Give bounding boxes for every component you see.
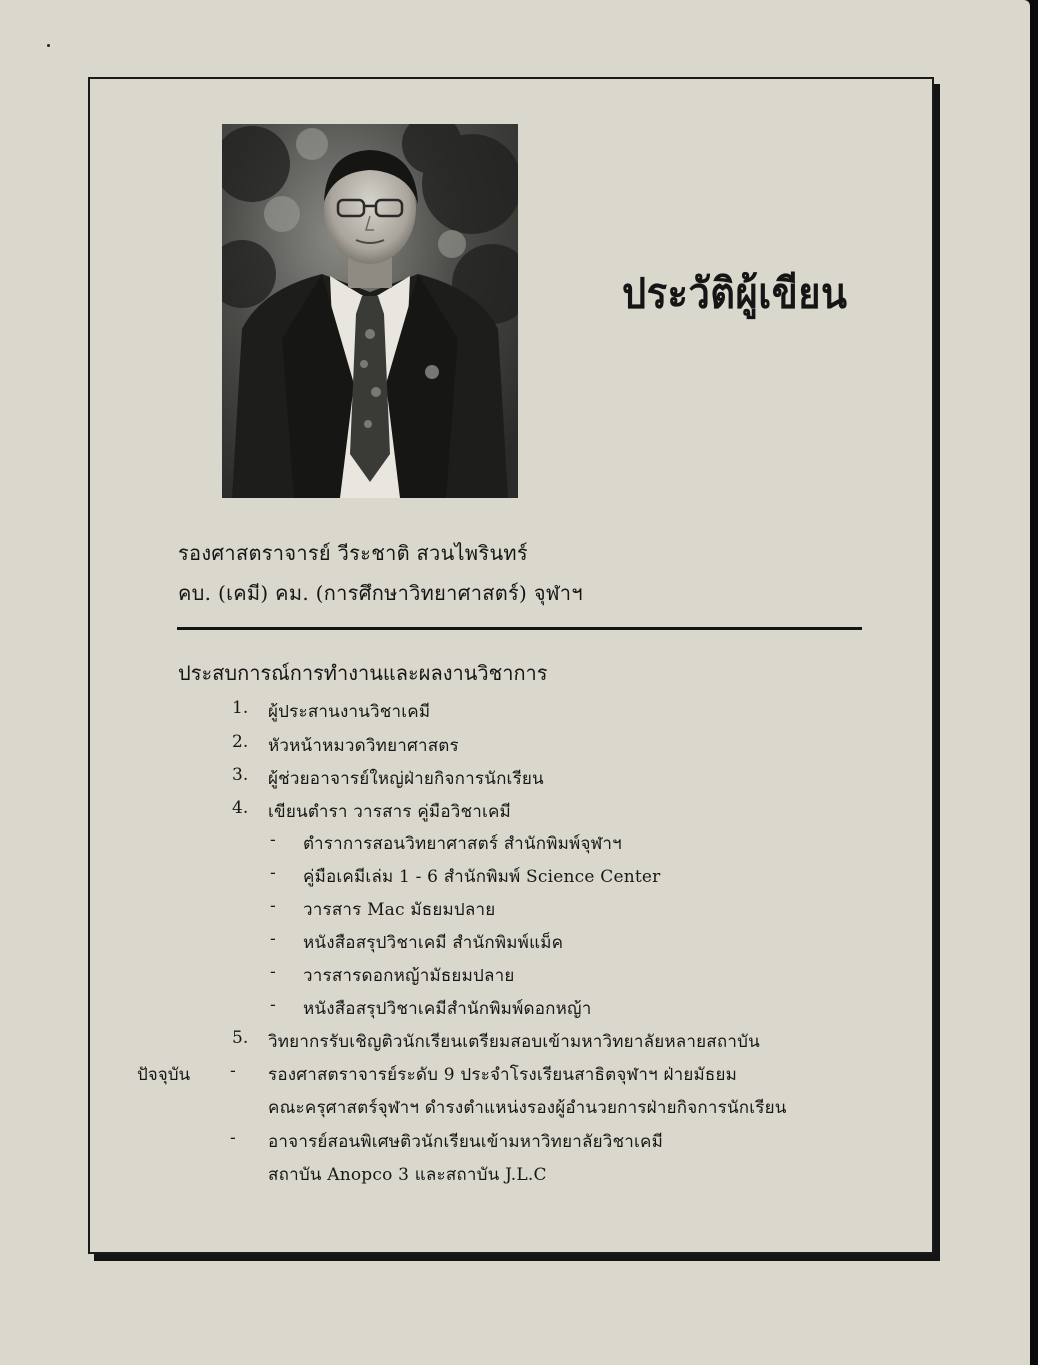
sub-item-dash: - bbox=[270, 863, 276, 883]
sub-item-dash: - bbox=[270, 929, 276, 949]
publication-item: วารสารดอกหญ้ามัธยมปลาย bbox=[303, 966, 515, 986]
current-dash: - bbox=[230, 1128, 236, 1148]
current-position-line: คณะครุศาสตร์จุฬาฯ ดำรงตำแหน่งรองผู้อำนวยการฝ่ายกิจการนักเรียน bbox=[268, 1098, 787, 1118]
publication-item: วารสาร Mac มัธยมปลาย bbox=[303, 900, 496, 920]
author-degrees: คบ. (เคมี) คม. (การศึกษาวิทยาศาสตร์) จุฬาฯ bbox=[178, 581, 583, 605]
section-divider bbox=[177, 627, 862, 630]
current-position-line: รองศาสตราจารย์ระดับ 9 ประจำโรงเรียนสาธิตจุฬาฯ ฝ่ายมัธยม bbox=[268, 1065, 738, 1085]
experience-item: ผู้ช่วยอาจารย์ใหญ่ฝ่ายกิจการนักเรียน bbox=[268, 769, 544, 789]
current-label: ปัจจุบัน bbox=[137, 1065, 191, 1085]
portrait-illustration bbox=[222, 124, 518, 498]
item-number: 2. bbox=[232, 732, 249, 752]
item-number: 4. bbox=[232, 798, 249, 818]
experience-item: หัวหน้าหมวดวิทยาศาสตร bbox=[268, 736, 459, 756]
current-position-line: สถาบัน Anopco 3 และสถาบัน J.L.C bbox=[268, 1165, 547, 1185]
sub-item-dash: - bbox=[270, 830, 276, 850]
sub-item-dash: - bbox=[270, 962, 276, 982]
item-number: 3. bbox=[232, 765, 249, 785]
publication-item: ตำราการสอนวิทยาศาสตร์ สำนักพิมพ์จุฬาฯ bbox=[303, 834, 622, 854]
print-speck bbox=[47, 44, 50, 47]
experience-heading: ประสบการณ์การทำงานและผลงานวิชาการ bbox=[178, 661, 548, 685]
experience-item: เขียนตำรา วารสาร คู่มือวิชาเคมี bbox=[268, 802, 511, 822]
experience-item: ผู้ประสานงานวิชาเคมี bbox=[268, 702, 431, 722]
experience-item: วิทยากรรับเชิญติวนักเรียนเตรียมสอบเข้ามหาวิทยาลัยหลายสถาบัน bbox=[268, 1032, 760, 1052]
current-dash: - bbox=[230, 1061, 236, 1081]
item-number: 1. bbox=[232, 698, 249, 718]
current-position-line: อาจารย์สอนพิเศษติวนักเรียนเข้ามหาวิทยาลัยวิชาเคมี bbox=[268, 1132, 663, 1152]
publication-item: หนังสือสรุปวิชาเคมี สำนักพิมพ์แม็ค bbox=[303, 933, 564, 953]
sub-item-dash: - bbox=[270, 995, 276, 1015]
item-number: 5. bbox=[232, 1028, 249, 1048]
author-portrait-photo bbox=[222, 124, 518, 498]
sub-item-dash: - bbox=[270, 896, 276, 916]
publication-item: หนังสือสรุปวิชาเคมีสำนักพิมพ์ดอกหญ้า bbox=[303, 999, 592, 1019]
publication-item: คู่มือเคมีเล่ม 1 - 6 สำนักพิมพ์ Science Center bbox=[303, 867, 661, 887]
page-title: ประวัติผู้เขียน bbox=[622, 268, 848, 318]
author-name: รองศาสตราจารย์ วีระชาติ สวนไพรินทร์ bbox=[178, 541, 528, 565]
